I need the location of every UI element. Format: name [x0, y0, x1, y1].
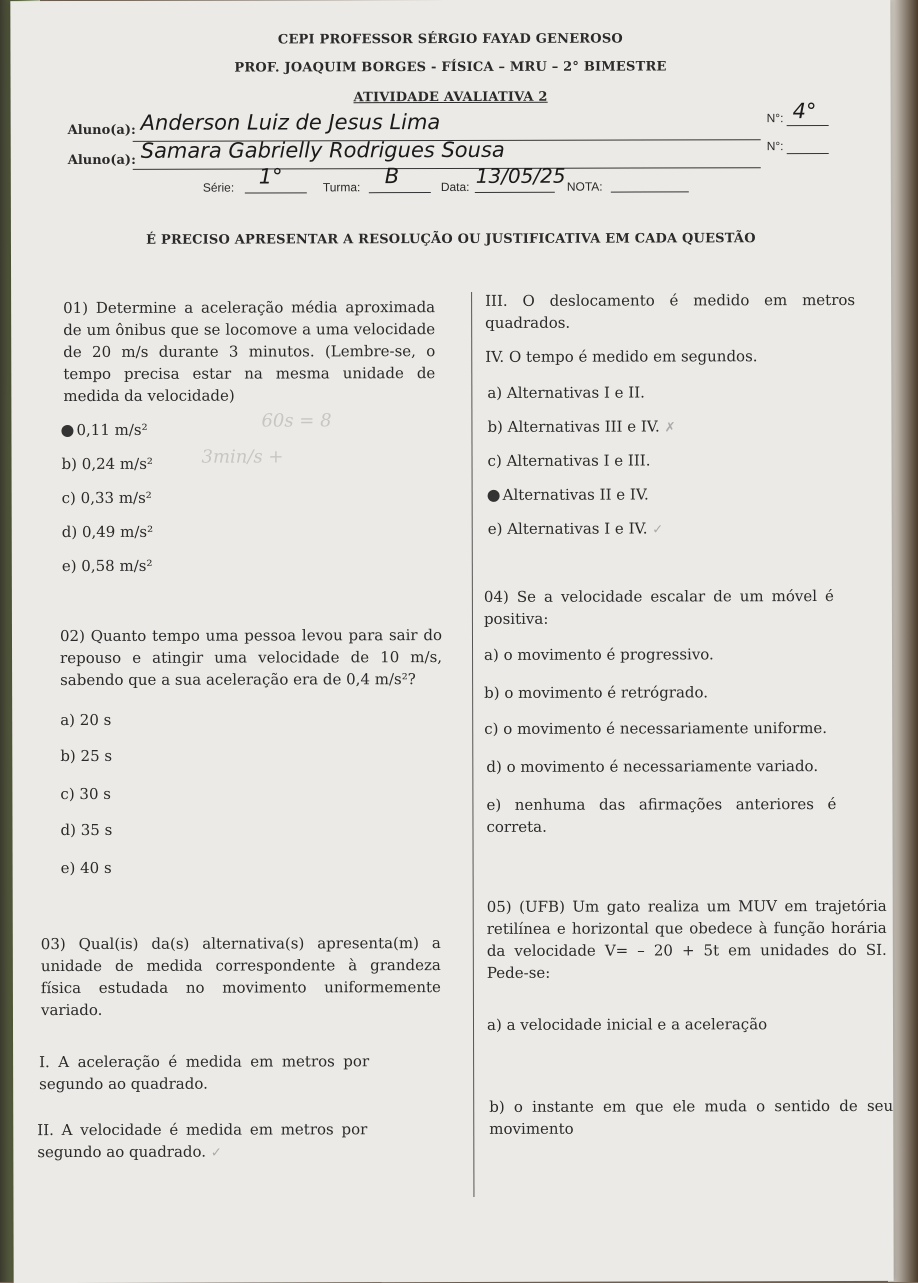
- question-3: 03) Qual(is) da(s) alternativa(s) apresenta(m) a unidade de medida correspondente à grandeza física estudada no movimento uniformemente variado.: [40, 934, 441, 1020]
- q1-option-b: b) 0,24 m/s²: [61, 454, 153, 474]
- q3-option-a: a) Alternativas I e II.: [487, 383, 645, 402]
- q1-scratch-work-1: 60s = 8: [261, 410, 332, 432]
- check-mark-icon: ✓: [210, 1145, 222, 1161]
- q1-option-a-text: 0,11 m/s²: [76, 420, 148, 439]
- q2-option-d: d) 35 s: [60, 820, 113, 840]
- q2-option-a: a) 20 s: [60, 710, 112, 730]
- marked-answer-icon: [488, 490, 500, 502]
- q3-option-e: [488, 519, 663, 537]
- serie-label: Série:: [202, 180, 235, 195]
- q3-option-b: [487, 417, 675, 435]
- q4-option-b: b) o movimento é retrógrado.: [484, 683, 709, 702]
- q1-option-a: [61, 421, 147, 439]
- q3-statement-ii: [37, 1118, 367, 1165]
- num-label-1: N°:: [766, 111, 784, 126]
- question-1: 01) Determine a aceleração média aproximada de um ônibus que se locomove a uma velocidade de 20 m/s durante 3 minutos. (Lembre-se, o tempo precisa estar na mesma unidade de medida da velocidade): [63, 298, 436, 406]
- q2-option-b: b) 25 s: [60, 746, 113, 766]
- check-mark-icon: ✓: [652, 522, 664, 538]
- q3-option-d: [488, 485, 649, 503]
- q1-option-e: e) 0,58 m/s²: [61, 556, 153, 576]
- worksheet-paper: [10, 0, 893, 1283]
- q4-option-a: a) o movimento é progressivo.: [484, 645, 714, 664]
- q4-option-c: c) o movimento é necessariamente uniforme.: [484, 719, 828, 738]
- data-value: 13/05/25: [475, 163, 566, 188]
- aluno-name-2: Samara Gabrielly Rodrigues Sousa: [140, 137, 505, 163]
- q2-option-e: e) 40 s: [60, 858, 112, 878]
- q4-option-d: d) o movimento é necessariamente variado.: [486, 757, 819, 776]
- aluno-line-2: [133, 167, 761, 170]
- q3-statement-i: I. A aceleração é medida em metros por segundo ao quadrado.: [39, 1052, 370, 1094]
- serie-line: [245, 192, 307, 193]
- turma-label: Turma:: [322, 180, 361, 195]
- aluno-label-2: Aluno(a):: [67, 152, 136, 169]
- q3-option-e-text: e) Alternativas I e IV.: [487, 519, 648, 538]
- num-line-2: [787, 153, 829, 154]
- cross-mark-icon: ✗: [664, 420, 676, 436]
- school-name: CEPI PROFESSOR SÉRGIO FAYAD GENEROSO: [277, 31, 623, 48]
- marked-answer-icon: [61, 425, 73, 437]
- q3-option-c: c) Alternativas I e III.: [487, 451, 651, 470]
- q1-option-d: d) 0,49 m/s²: [61, 522, 154, 542]
- aluno-name-1: Anderson Luiz de Jesus Lima: [140, 110, 441, 135]
- activity-title: ATIVIDADE AVALIATIVA 2: [353, 89, 548, 106]
- nota-line: [611, 191, 689, 192]
- teacher-line: PROF. JOAQUIM BORGES - FÍSICA – MRU – 2° BIMESTRE: [234, 59, 667, 76]
- question-5: 05) (UFB) Um gato realiza um MUV em trajetória retilínea e horizontal que obedece à função horária da velocidade V= – 20 + 5t em unidades do SI. Pede-se:: [486, 896, 887, 982]
- question-4: 04) Se a velocidade escalar de um móvel é positiva:: [483, 587, 834, 628]
- q3-statement-iv: IV. O tempo é medido em segundos.: [485, 347, 758, 366]
- turma-line: [369, 192, 431, 193]
- data-label: Data:: [440, 179, 470, 195]
- question-2: 02) Quanto tempo uma pessoa levou para sair do repouso e atingir uma velocidade de 10 m/s, sabendo que a sua aceleração era de 0,4 m/s²?: [59, 626, 443, 690]
- q2-option-c: c) 30 s: [60, 784, 112, 804]
- serie-value: 1°: [258, 164, 283, 189]
- num-value-1: 4°: [792, 99, 817, 124]
- q3-statement-ii-text: II. A velocidade é medida em metros por segundo ao quadrado.: [37, 1120, 368, 1162]
- data-line: [475, 192, 555, 193]
- q5-part-a: a) a velocidade inicial e a aceleração: [486, 1015, 768, 1034]
- q3-statement-iii: III. O deslocamento é medido em metros quadrados.: [485, 290, 856, 332]
- q1-option-c: c) 0,33 m/s²: [61, 488, 152, 508]
- num-line-1: [787, 125, 829, 126]
- aluno-label-1: Aluno(a):: [67, 122, 136, 139]
- q3-option-d-text: Alternativas II e IV.: [502, 485, 649, 504]
- turma-value: B: [384, 164, 400, 189]
- q1-scratch-work-2: 3min/s +: [201, 446, 284, 468]
- num-label-2: N°:: [766, 139, 784, 154]
- q3-option-b-text: b) Alternativas III e IV.: [487, 417, 660, 436]
- q5-part-b: b) o instante em que ele muda o sentido de seu movimento: [489, 1096, 894, 1138]
- nota-label: NOTA:: [566, 179, 603, 194]
- q4-option-e: e) nenhuma das afirmações anteriores é correta.: [486, 794, 837, 836]
- instruction: É PRECISO APRESENTAR A RESOLUÇÃO OU JUSTIFICATIVA EM CADA QUESTÃO: [146, 231, 756, 248]
- column-divider: [471, 292, 474, 1197]
